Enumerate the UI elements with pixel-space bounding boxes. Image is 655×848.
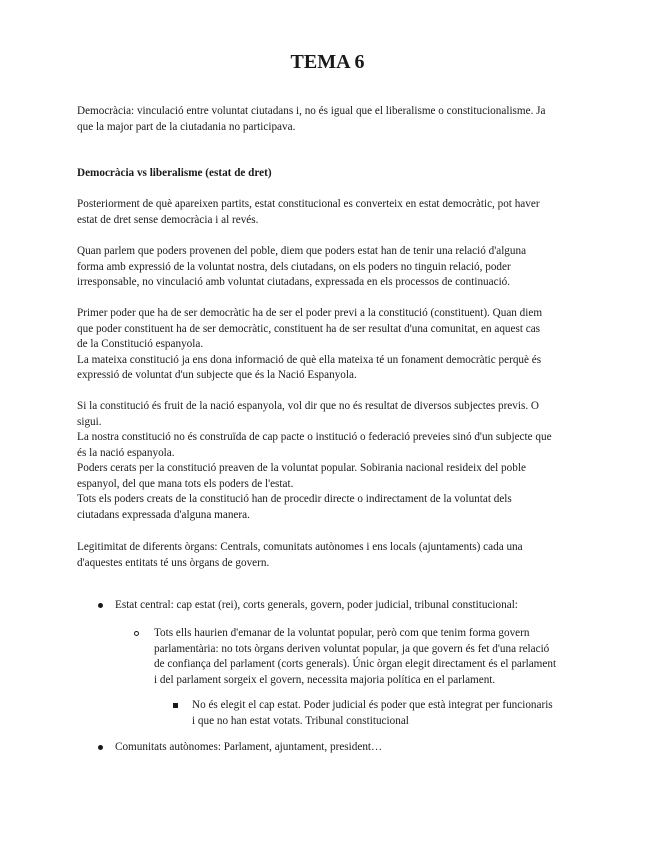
text-line: parlamentària: no tots òrgans deriven voluntat popular, ja que govern és fet d'una relació <box>154 642 550 655</box>
text-line: sigui. <box>77 415 102 428</box>
text-line: Legitimitat de diferents òrgans: Centrals, comunitats autònomes i ens locals (ajuntaments) cada una <box>77 541 523 553</box>
text-line: Poders cerats per la constitució preaven de la voluntat popular. Sobirania nacional resideix del poble <box>77 462 526 474</box>
sub-bullet-item <box>154 626 556 688</box>
text-line: i que no han estat votats. Tribunal constitucional <box>192 714 409 727</box>
sub-sub-bullet-item <box>192 698 553 729</box>
text-line: estat de dret sense democràcia i al revés. <box>77 213 259 226</box>
bullet-item-comunitats: Comunitats autònomes: Parlament, ajuntament, president… <box>115 741 383 753</box>
text-line: Quan parlem que poders provenen del poble, diem que poders estat han de tenir una relació d'alguna <box>77 245 527 257</box>
text-line: ciutadans expressada d'alguna manera. <box>77 508 250 521</box>
paragraph-4 <box>77 399 577 523</box>
intro-paragraph <box>77 104 577 135</box>
paragraph-2 <box>77 244 577 291</box>
text-line: expressió de voluntat d'un subjecte que és la Nació Espanyola. <box>77 369 357 381</box>
text-line: Si la constitució és fruit de la nació espanyola, vol dir que no és resultat de diversos subjectes previs. O <box>77 400 539 412</box>
bullet-dot-icon <box>98 603 103 608</box>
text-line: d'aquestes entitats té uns òrgans de govern. <box>77 556 270 569</box>
text-line: de confiança del parlament (corts generals). Únic òrgan elegit directament és el parlament <box>154 658 557 670</box>
text-line: Tots ells haurien d'emanar de la voluntat popular, però com que tenim forma govern <box>154 627 530 639</box>
text-line: No és elegit el cap estat. Poder judicial és poder que està integrat per funcionaris <box>192 699 553 711</box>
section-heading: Democràcia vs liberalisme (estat de dret) <box>77 167 272 179</box>
bullet-item-estat-central: Estat central: cap estat (rei), corts generals, govern, poder judicial, tribunal constitucional: <box>115 599 518 611</box>
text-line: Democràcia: vinculació entre voluntat ciutadans i, no és igual que el liberalisme o constitucionalisme. Ja <box>77 105 546 117</box>
text-line: irresponsable, no vinculació amb voluntat ciutadans, expressada en els processos de continuació. <box>77 276 511 288</box>
text-line: de la Constitució espanyola. <box>77 338 204 350</box>
text-line: La nostra constitució no és construïda de cap pacte o institució o federació preveies sinó d'un subjecte que <box>77 431 552 443</box>
page-title: TEMA 6 <box>290 51 365 73</box>
text-line: que poder constituent ha de ser democràtic, constituent ha de ser resultat d'una comunitat, en aquest cas <box>77 322 541 335</box>
text-line: Posteriorment de què apareixen partits, estat constitucional es converteix en estat democràtic, pot haver <box>77 198 540 210</box>
text-line: Tots els poders creats de la constitució han de procedir directe o indirectament de la voluntat dels <box>77 493 512 505</box>
text-line: Primer poder que ha de ser democràtic ha de ser el poder previ a la constitució (constituent). Quan diem <box>77 307 543 319</box>
text-line: espanyol, del que mana tots els poders de l'estat. <box>77 477 294 490</box>
text-line: és la nació espanyola. <box>77 446 175 459</box>
bullet-circle-icon <box>134 631 139 636</box>
bullet-square-icon <box>173 703 178 708</box>
paragraph-3 <box>77 306 577 384</box>
paragraph-5 <box>77 540 577 571</box>
paragraph-1 <box>77 197 577 228</box>
text-line: i del parlament sorgeix el govern, necessita majoria política en el parlament. <box>154 673 496 686</box>
bullet-dot-icon <box>98 745 103 750</box>
text-line: que la major part de la ciutadania no participava. <box>77 120 296 133</box>
text-line: forma amb expressió de la voluntat nostra, dels ciutadans, on els poders no tinguin relació, poder <box>77 260 511 273</box>
text-line: La mateixa constitució ja ens dona informació de què ella mateixa té un fonament democràtic perquè és <box>77 353 542 366</box>
